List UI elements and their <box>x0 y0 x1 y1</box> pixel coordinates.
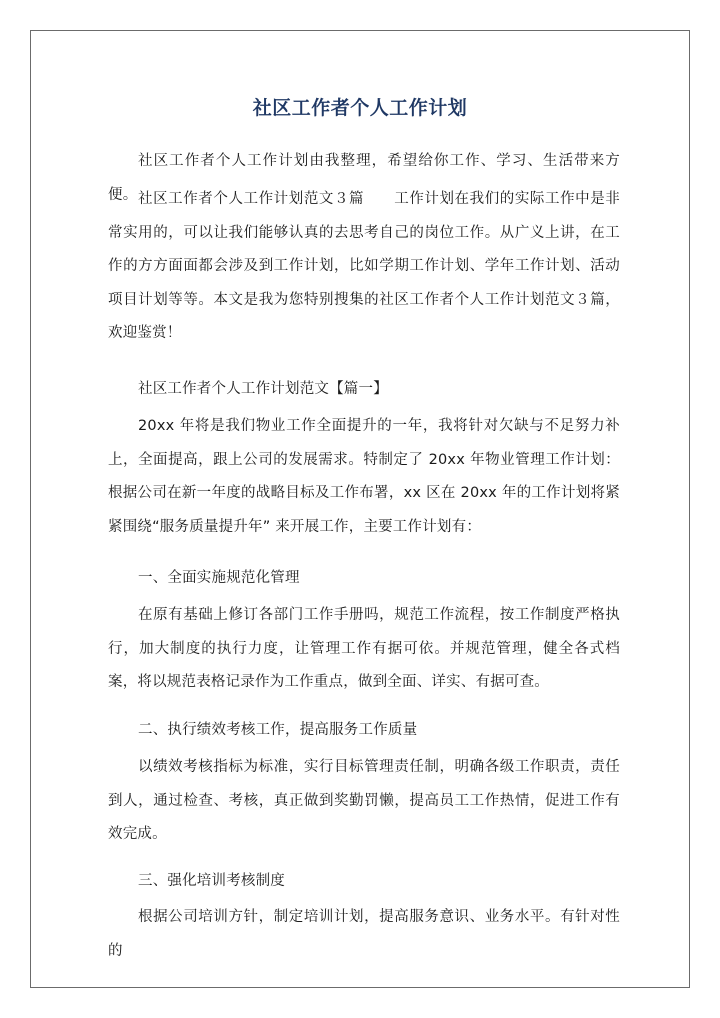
item3-body-paragraph: 根据公司培训方针，制定培训计划，提高服务意识、业务水平。有针对性的 <box>108 909 620 959</box>
item1-heading: 一、全面实施规范化管理 <box>138 570 300 586</box>
document-title: 社区工作者个人工作计划 <box>252 97 468 119</box>
item1-body-paragraph: 在原有基础上修订各部门工作手册吗，规范工作流程，按工作制度严格执行，加大制度的执行力度，让管理工作有据可依。并规范管理，健全各式档案，将以规范表格记录作为工作重点，做到全面、详实、有据可查。 <box>108 607 620 690</box>
section-body-paragraph: 20xx 年将是我们物业工作全面提升的一年，我将针对欠缺与不足努力补上，全面提高，跟上公司的发展需求。特制定了 20xx 年物业管理工作计划：根据公司在新一年度的战略目标及工作布署，xx 区在 20xx 年的工作计划将紧紧围绕“服务质量提升年” 来开展工作，主要工作计划有： <box>108 418 620 535</box>
section-heading: 社区工作者个人工作计划范文【篇一】 <box>138 381 388 397</box>
intro-paragraph: 社区工作者个人工作计划由我整理，希望给你工作、学习、生活带来方便。 <box>108 153 620 203</box>
item3-heading: 三、强化培训考核制度 <box>138 873 285 889</box>
item2-heading: 二、执行绩效考核工作，提高服务工作质量 <box>138 722 418 738</box>
item2-body-paragraph: 以绩效考核指标为标准，实行目标管理责任制，明确各级工作职责，责任到人，通过检查、考核，真正做到奖勤罚懒，提高员工工作热情，促进工作有效完成。 <box>108 759 620 842</box>
lead-paragraph: 社区工作者个人工作计划范文３篇 工作计划在我们的实际工作中是非常实用的，可以让我们能够认真的去思考自己的岗位工作。从广义上讲，在工作的方方面面都会涉及到工作计划，比如学期工作计划、学年工作计划、活动项目计划等等。本文是我为您特别搜集的社区工作者个人工作计划范文３篇，欢迎鉴赏！ <box>108 191 620 341</box>
